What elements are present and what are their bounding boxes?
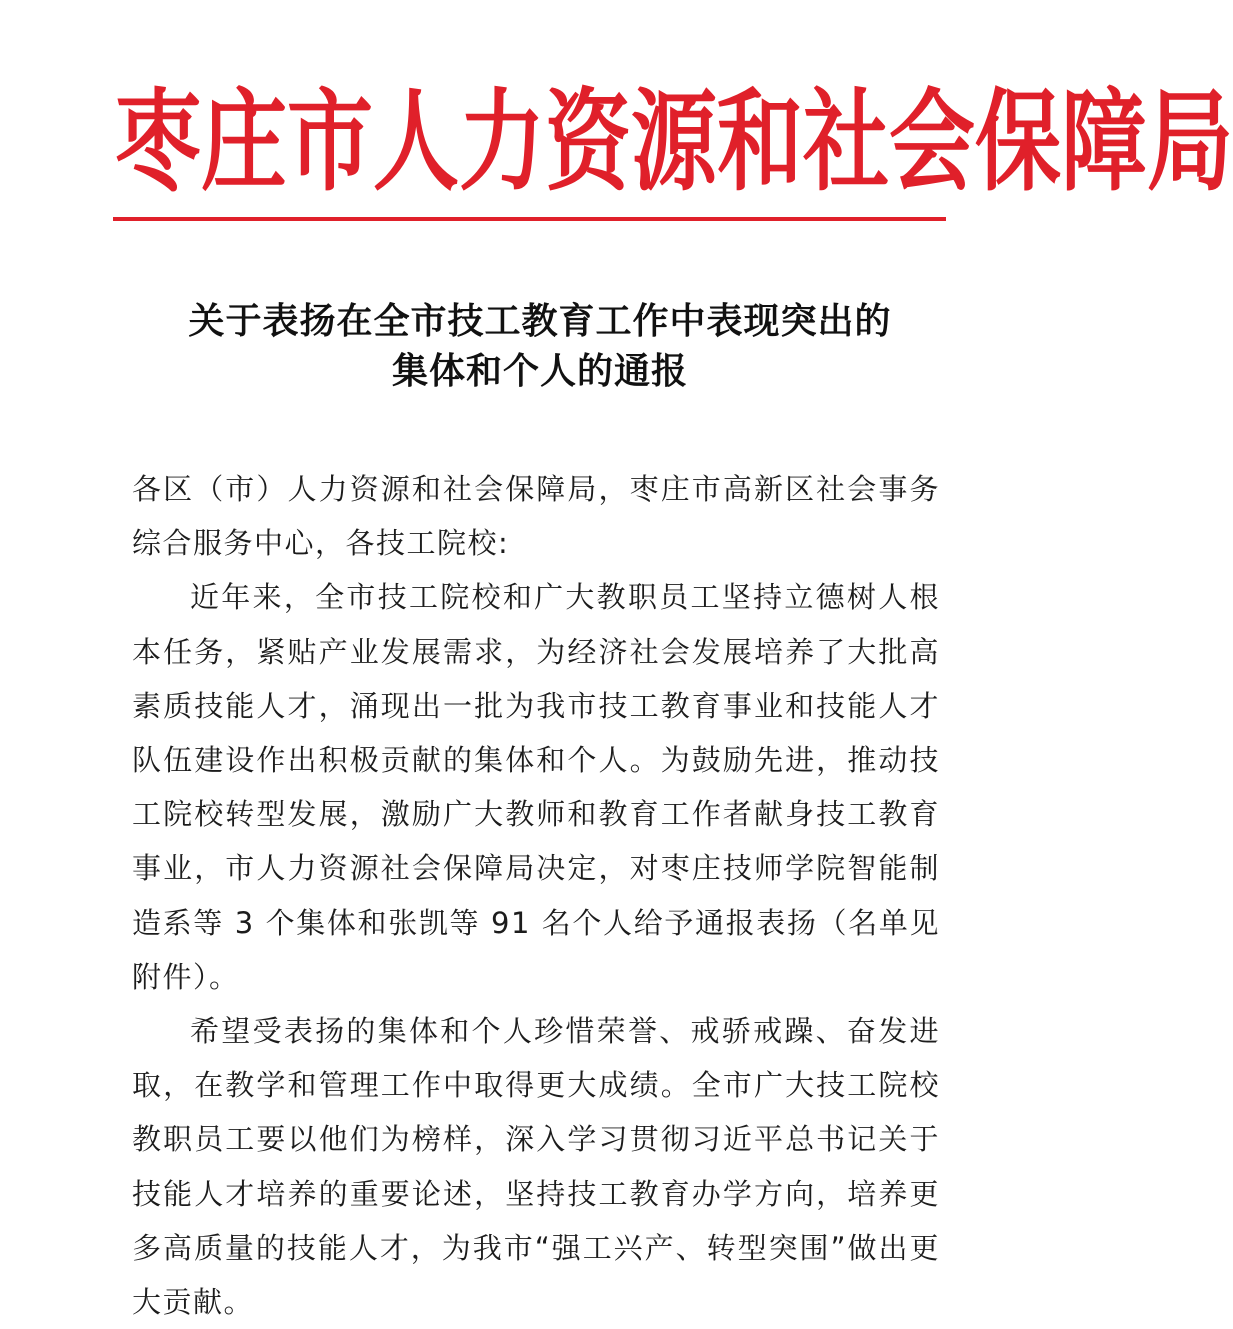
document-title-line-2: 集体和个人的通报 (391, 350, 688, 392)
letterhead-org-name (115, 78, 1233, 208)
letterhead-char: 庄 (201, 79, 287, 207)
body-paragraph-1: 近年来，全市技工院校和广大教职员工坚持立德树人根本任务，紧贴产业发展需求，为经济社会发展培养了大批高素质技能人才，涌现出一批为我市技工教育事业和技能人才队伍建设作出积极贡献的集体和个人。为鼓励先进，推动技工院校转型发展，激励广大教师和教育工作者献身技工教育事业，市人力资源社会保障局决定，对枣庄技师学院智能制造系等 3 个集体和张凯等 91 名个人给予通报表扬（名单见附件）。 (132, 580, 940, 994)
letterhead-char: 人 (373, 79, 459, 207)
body-paragraph-2: 希望受表扬的集体和个人珍惜荣誉、戒骄戒躁、奋发进取，在教学和管理工作中取得更大成绩。全市广大技工院校教职员工要以他们为榜样，深入学习贯彻习近平总书记关于技能人才培养的重要论述，坚持技工教育办学方向，培养更多高质量的技能人才，为我市“强工兴产、转型突围”做出更大贡献。 (132, 1014, 940, 1320)
letterhead-char: 局 (1147, 79, 1233, 207)
letterhead-char: 障 (1061, 79, 1147, 207)
document-title (100, 296, 980, 396)
letterhead-char: 枣 (115, 79, 201, 207)
document-title-line-1: 关于表扬在全市技工教育工作中表现突出的 (188, 300, 892, 342)
letterhead-char: 源 (631, 79, 717, 207)
letterhead-char: 保 (975, 79, 1061, 207)
addressee: 各区（市）人力资源和社会保障局，枣庄市高新区社会事务综合服务中心，各技工院校: (132, 472, 940, 561)
letterhead-char: 资 (545, 79, 631, 207)
letterhead-char: 力 (459, 79, 545, 207)
document-body (132, 462, 940, 1329)
letterhead-char: 市 (287, 79, 373, 207)
letterhead-char: 和 (717, 79, 803, 207)
letterhead-char: 社 (803, 79, 889, 207)
letterhead-red-rule (113, 217, 946, 221)
letterhead-char: 会 (889, 79, 975, 207)
